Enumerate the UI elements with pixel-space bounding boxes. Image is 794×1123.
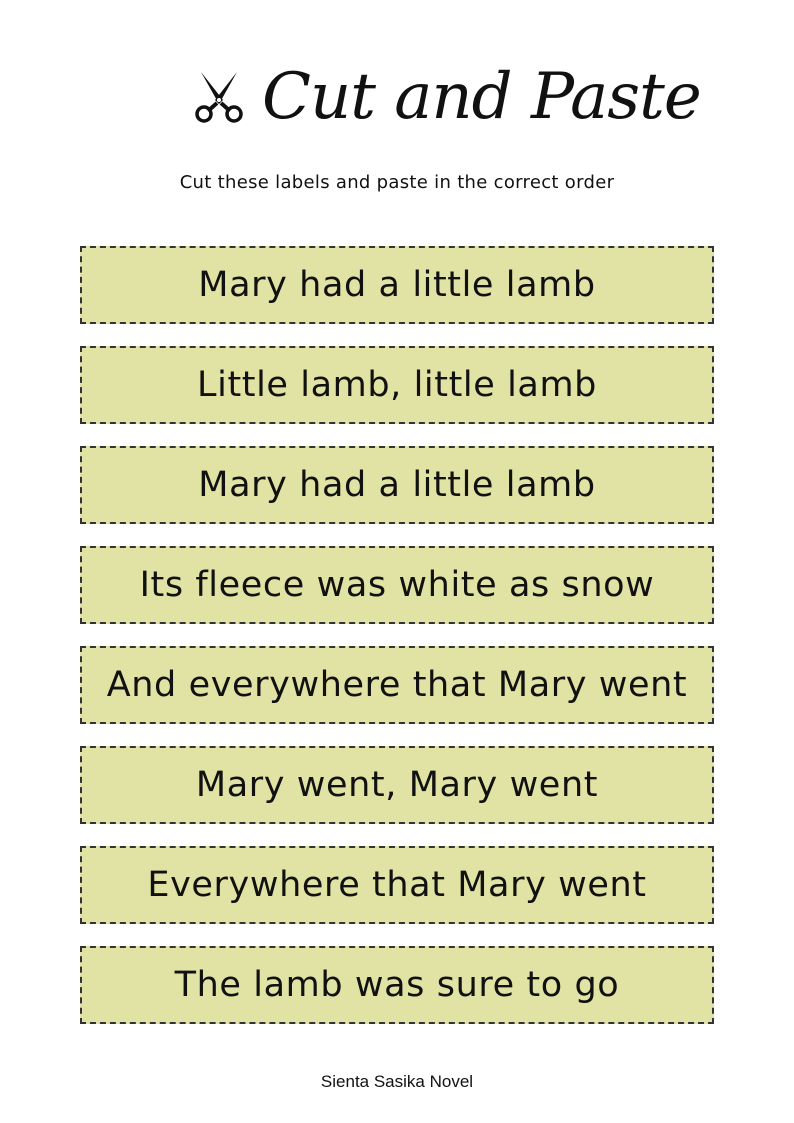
page-header — [0, 52, 794, 152]
cut-label[interactable] — [80, 846, 714, 924]
cut-label-text: Everywhere that Mary went — [147, 865, 647, 905]
cut-label[interactable] — [80, 446, 714, 524]
cut-label[interactable] — [80, 246, 714, 324]
cut-label-text: Little lamb, little lamb — [197, 365, 597, 405]
cut-label-text: Its fleece was white as snow — [139, 565, 655, 605]
cut-label-text: The lamb was sure to go — [174, 965, 620, 1005]
instructions-text: Cut these labels and paste in the correct order — [179, 172, 615, 193]
cut-labels-list — [80, 246, 714, 1046]
cut-label[interactable] — [80, 746, 714, 824]
cut-label[interactable] — [80, 546, 714, 624]
cut-label[interactable] — [80, 946, 714, 1024]
cut-label-text: Mary had a little lamb — [198, 465, 596, 505]
cut-label[interactable] — [80, 646, 714, 724]
cut-label-text: Mary had a little lamb — [198, 265, 596, 305]
cut-label-text: And everywhere that Mary went — [106, 665, 688, 705]
cut-label[interactable] — [80, 346, 714, 424]
cut-label-text: Mary went, Mary went — [195, 765, 599, 805]
page-title: Cut and Paste — [262, 60, 701, 134]
author-credit: Sienta Sasika Novel — [320, 1072, 474, 1091]
scissors-icon — [193, 70, 245, 124]
